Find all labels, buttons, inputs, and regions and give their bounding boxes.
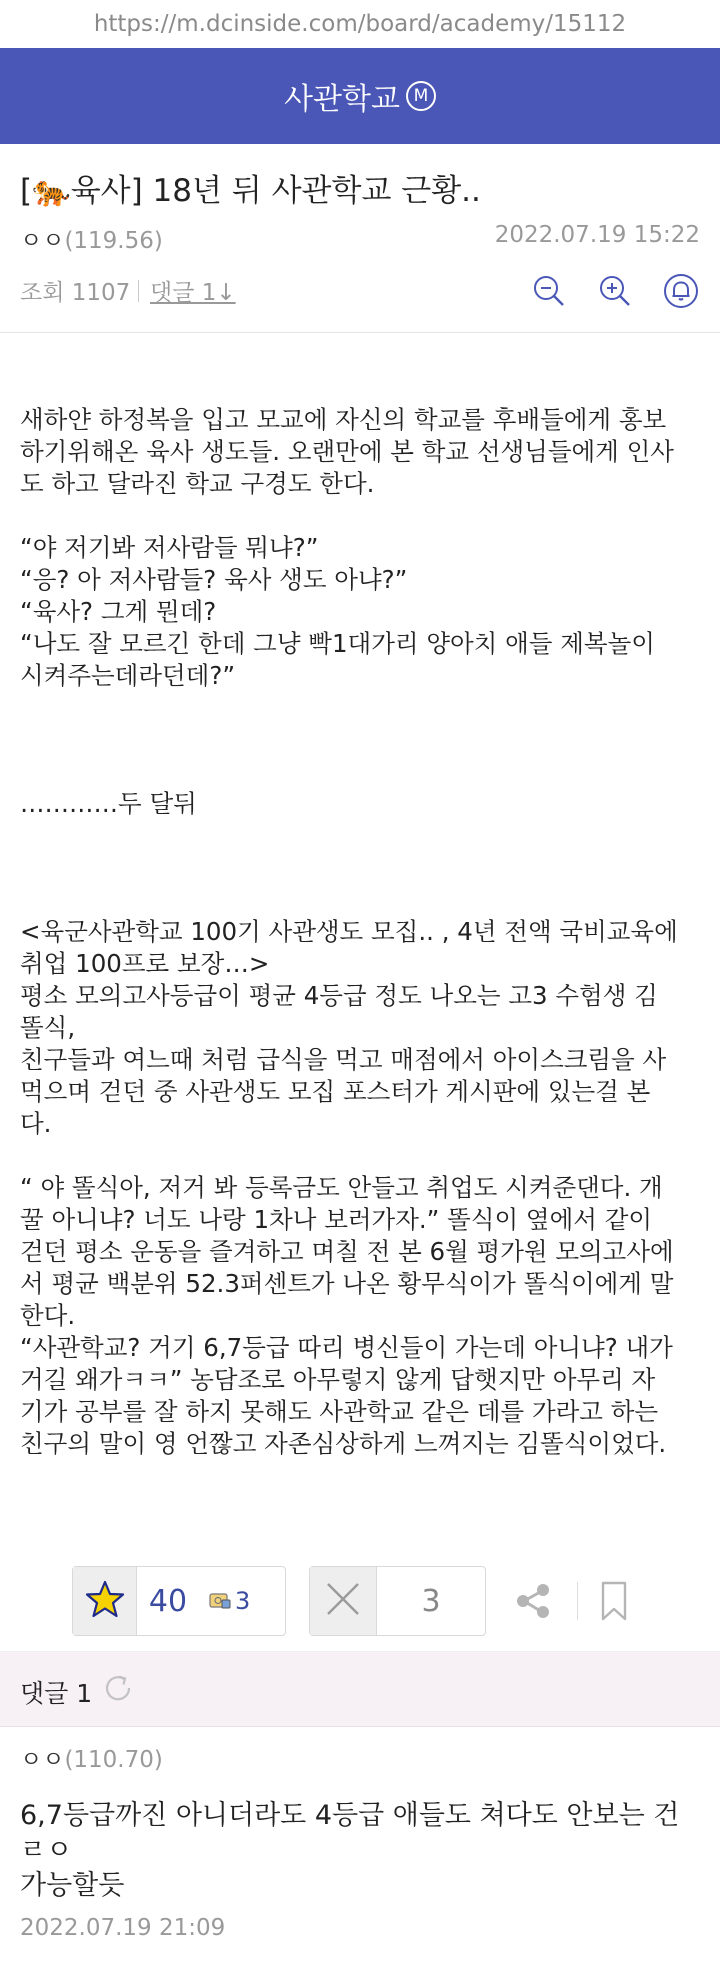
body-line: 기가 공부를 잘 하지 못해도 사관학교 같은 데를 가라고 하는: [20, 1397, 659, 1426]
comment-date: 2022.07.19 21:09: [20, 1915, 226, 1941]
body-line: “응? 아 저사람들? 육사 생도 아냐?”: [20, 565, 408, 594]
recommend-button[interactable]: [73, 1567, 137, 1635]
gallery-name: 사관학교: [284, 82, 400, 117]
body-line: 꿀 아니냐? 너도 나랑 1차나 보러가자.” 똘식이 옆에서 같이: [20, 1205, 653, 1234]
stat-separator: [138, 280, 139, 302]
bell-icon[interactable]: [662, 272, 700, 310]
title-bracket: [: [20, 173, 33, 209]
blank-line: [20, 500, 710, 532]
body-line: 한다.: [20, 1301, 76, 1330]
fixed-recommend[interactable]: [199, 1567, 285, 1635]
post-date: 2022.07.19 15:22: [494, 222, 700, 248]
body-line: 다.: [20, 1109, 52, 1138]
body-line: “사관학교? 거기 6,7등급 따리 병신들이 가는데 아니냐? 내가: [20, 1333, 673, 1362]
author-nickname: ㅇㅇ: [20, 228, 65, 254]
body-line: <육군사관학교 100기 사관생도 모집.. , 4년 전액 국비교육에: [20, 917, 678, 946]
body-line: 도 하고 달라진 학교 구경도 한다.: [20, 469, 375, 498]
comment-author-ip: (110.70): [64, 1747, 163, 1773]
body-line: 거길 왜가ㅋㅋ” 농담조로 아무렇지 않게 답햇지만 아무리 자: [20, 1365, 656, 1394]
action-separator: [577, 1582, 578, 1620]
comment-author[interactable]: [20, 1742, 710, 1778]
blank-line: [20, 692, 710, 724]
body-line: 친구들과 여느때 처럼 급식을 먹고 매점에서 아이스크림을 사: [20, 1045, 667, 1074]
action-bar: [0, 1566, 720, 1636]
nonrecommend-count: 3: [421, 1583, 441, 1619]
blank-line: [20, 1140, 710, 1172]
post-meta: [20, 222, 700, 258]
post-title: [20, 165, 700, 210]
title-text: 육사] 18년 뒤 사관학교 근황..: [70, 173, 481, 209]
comment-author-nickname: ㅇㅇ: [20, 1747, 65, 1773]
post-body: [20, 404, 710, 1460]
blank-line: [20, 884, 710, 916]
body-line: “야 저기봐 저사람들 뭐냐?”: [20, 533, 319, 562]
blank-line: [20, 820, 710, 852]
view-count: 조회 1107: [20, 280, 131, 306]
body-line: 먹으며 걷던 중 사관생도 모집 포스터가 게시판에 있는걸 본: [20, 1077, 651, 1106]
fixed-recommend-count: 3: [235, 1587, 251, 1615]
refresh-icon[interactable]: [100, 1670, 136, 1706]
tiger-icon: 🐅: [32, 173, 71, 209]
star-icon: [85, 1579, 125, 1623]
post-author[interactable]: [20, 222, 163, 255]
body-line: 친구의 말이 영 언짢고 자존심상하게 느껴지는 김똘식이었다.: [20, 1429, 667, 1458]
header-divider: [0, 332, 720, 333]
comment-body: [20, 1798, 710, 1903]
gallery-header[interactable]: [0, 48, 720, 144]
author-ip: (119.56): [64, 228, 163, 254]
blank-line: [20, 852, 710, 884]
post-tools: [530, 272, 700, 310]
recommend-box: [72, 1566, 286, 1636]
body-line: 시켜주는데라던데?”: [20, 661, 236, 690]
body-line: 평소 모의고사등급이 평균 4등급 정도 나오는 고3 수험생 김: [20, 981, 658, 1010]
comment-item: [20, 1742, 710, 1941]
blank-line: [20, 756, 710, 788]
blank-line: [20, 724, 710, 756]
url-bar[interactable]: [0, 0, 720, 48]
url-text: https://m.dcinside.com/board/academy/15112: [93, 11, 627, 37]
body-line: 걷던 평소 운동을 즐겨하고 며칠 전 본 6월 평가원 모의고사에: [20, 1237, 674, 1266]
zoom-in-icon[interactable]: [596, 272, 634, 310]
body-line: “나도 잘 모르긴 한데 그냥 빡1대가리 양아치 애들 제복놀이: [20, 629, 655, 658]
body-line: 똘식,: [20, 1013, 76, 1042]
comment-line: 가능할듯: [20, 1870, 125, 1901]
body-line: “육사? 그게 뭔데?: [20, 597, 217, 626]
fixed-badge-icon: [209, 1587, 231, 1615]
comment-line: 6,7등급까진 아니더라도 4등급 애들도 쳐다도 안보는 건: [20, 1800, 680, 1831]
recommend-count: 40: [148, 1583, 188, 1619]
body-line: …………두 달뒤: [20, 789, 197, 818]
minor-gallery-badge-icon: M: [406, 81, 436, 111]
comments-link[interactable]: 댓글 1↓: [150, 280, 236, 306]
nonrecommend-box: [309, 1566, 486, 1636]
body-line: 서 평균 백분위 52.3퍼센트가 나온 황무식이가 똘식이에게 말: [20, 1269, 674, 1298]
body-line: 새하얀 하정복을 입고 모교에 자신의 학교를 후배들에게 홍보: [20, 405, 667, 434]
x-icon: [324, 1580, 362, 1622]
body-line: “ 야 똘식아, 저거 봐 등록금도 안들고 취업도 시켜준댄다. 개: [20, 1173, 663, 1202]
nonrecommend-button[interactable]: [310, 1567, 377, 1635]
comment-header: [0, 1651, 720, 1727]
comment-count-label: 댓글 1: [20, 1679, 93, 1708]
share-icon[interactable]: [512, 1580, 554, 1622]
body-line: 취업 100프로 보장…>: [20, 949, 270, 978]
post-stats: [20, 272, 700, 312]
body-line: 하기위해온 육사 생도들. 오랜만에 본 학교 선생님들에게 인사: [20, 437, 674, 466]
comment-line: ㄹㅇ: [20, 1835, 73, 1866]
bookmark-icon[interactable]: [598, 1580, 630, 1622]
zoom-out-icon[interactable]: [530, 272, 568, 310]
